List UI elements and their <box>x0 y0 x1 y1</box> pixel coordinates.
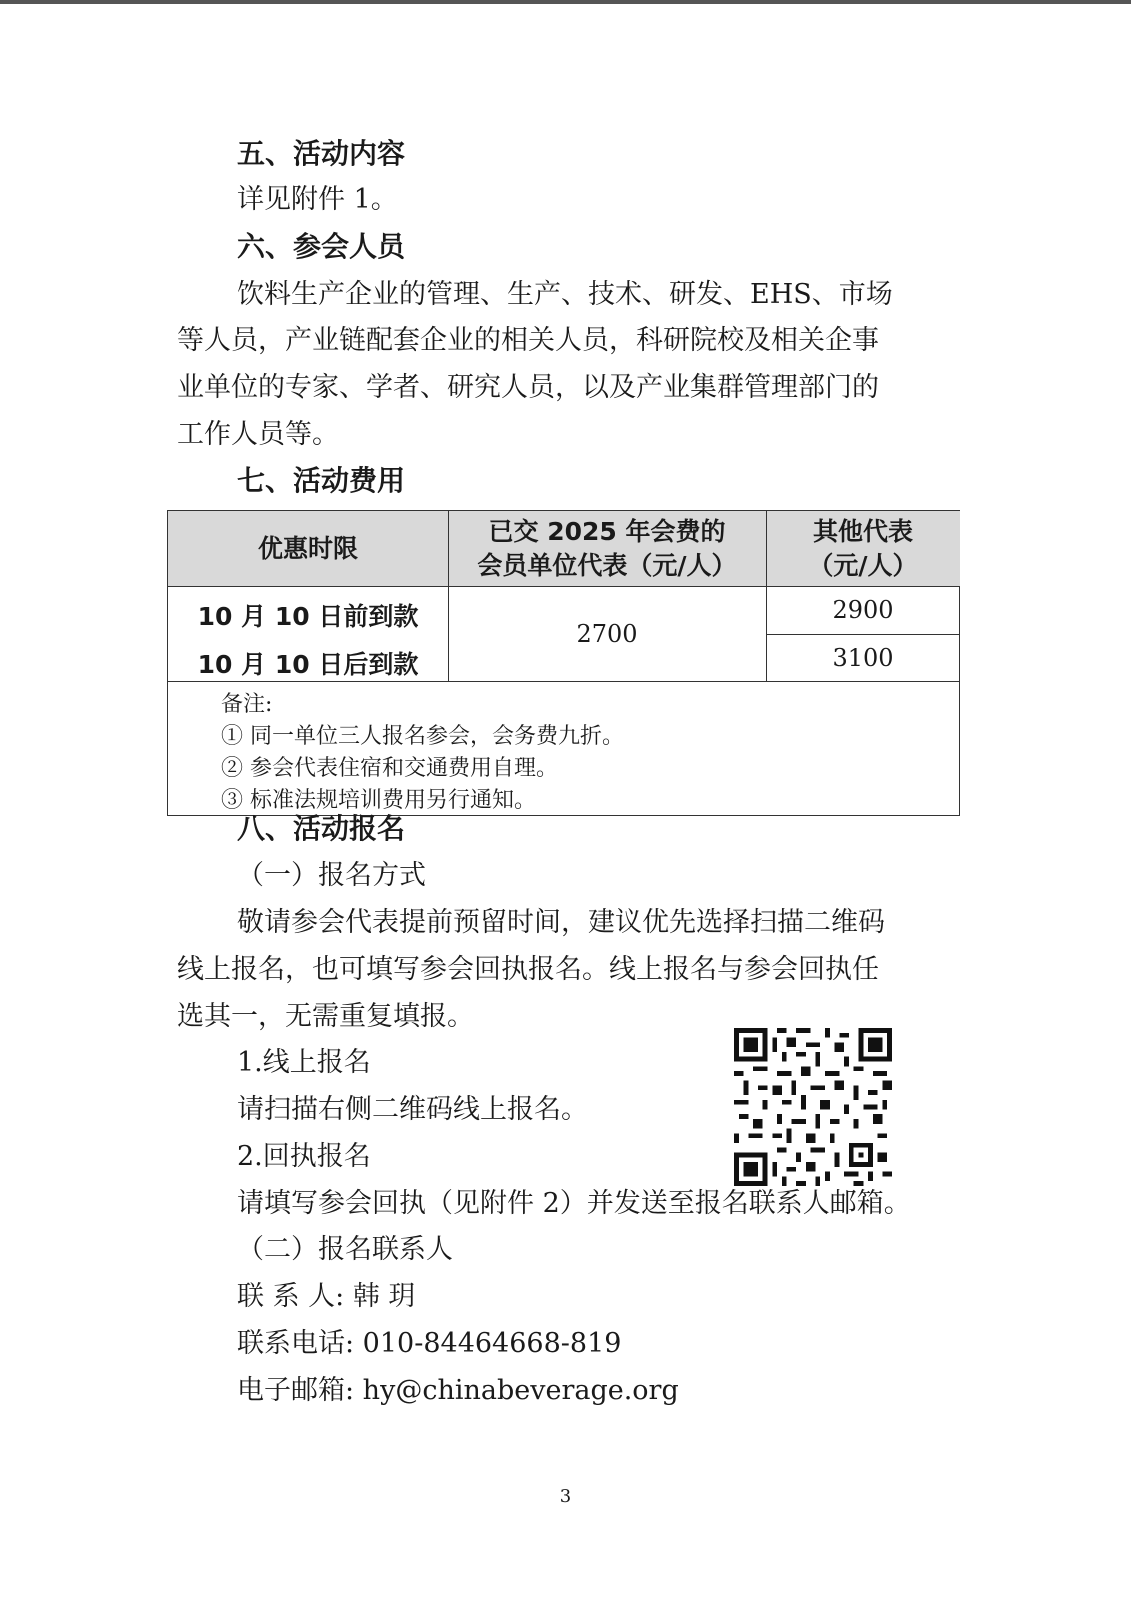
table-divider <box>766 511 767 681</box>
note-item: ② 参会代表住宿和交通费用自理。 <box>221 756 558 781</box>
row-before-label: 10 月 10 日前到款 <box>197 602 419 631</box>
section-8-title: 八、活动报名 <box>237 812 406 845</box>
section-5-body: 详见附件 1。 <box>237 184 398 215</box>
scan-border-line <box>0 0 1131 4</box>
row-after-label: 10 月 10 日后到款 <box>197 649 419 679</box>
intro-line: 选其一，无需重复填报。 <box>177 1001 474 1032</box>
section-6-line: 饮料生产企业的管理、生产、技术、研发、EHS、市场 <box>237 279 893 310</box>
other-price-after: 3100 <box>832 643 894 672</box>
header-other-price: 其他代表 （元/人） <box>766 511 960 586</box>
notes-title: 备注: <box>221 692 273 717</box>
contact-title: （二）报名联系人 <box>237 1234 453 1265</box>
header-member-price: 已交 2025 年会费的 会员单位代表（元/人） <box>448 511 766 586</box>
note-item: ③ 标准法规培训费用另行通知。 <box>221 788 536 813</box>
fee-notes <box>168 681 959 817</box>
table-divider <box>168 586 959 587</box>
online-body: 请扫描右侧二维码线上报名。 <box>237 1094 588 1125</box>
other-price-before: 2900 <box>832 596 894 624</box>
contact-email: 电子邮箱: hy@chinabeverage.org <box>237 1375 679 1406</box>
member-price-value: 2700 <box>576 619 638 648</box>
contact-person: 联 系 人: 韩 玥 <box>237 1281 416 1312</box>
fee-table <box>167 510 960 816</box>
intro-line: 线上报名，也可填写参会回执报名。线上报名与参会回执任 <box>177 954 879 985</box>
note-item: ① 同一单位三人报名参会，会务费九折。 <box>221 724 624 749</box>
section-6-title: 六、参会人员 <box>237 230 406 263</box>
section-7-title: 七、活动费用 <box>237 464 406 497</box>
method-title: （一）报名方式 <box>237 860 426 891</box>
receipt-title: 2.回执报名 <box>237 1141 371 1172</box>
table-divider <box>766 634 960 635</box>
section-6-line: 业单位的专家、学者、研究人员，以及产业集群管理部门的 <box>177 372 879 403</box>
section-5-title: 五、活动内容 <box>237 137 406 170</box>
registration-qr-code-icon[interactable] <box>734 1028 892 1186</box>
page-number: 3 <box>559 1486 572 1507</box>
intro-line: 敬请参会代表提前预留时间，建议优先选择扫描二维码 <box>237 907 885 938</box>
table-divider <box>448 511 449 681</box>
online-title: 1.线上报名 <box>237 1047 371 1078</box>
contact-phone: 联系电话: 010-84464668-819 <box>237 1328 622 1359</box>
section-6-line: 工作人员等。 <box>177 419 339 450</box>
section-6-line: 等人员，产业链配套企业的相关人员，科研院校及相关企事 <box>177 325 879 356</box>
receipt-body: 请填写参会回执（见附件 2）并发送至报名联系人邮箱。 <box>237 1188 911 1219</box>
header-discount-period: 优惠时限 <box>168 511 448 586</box>
